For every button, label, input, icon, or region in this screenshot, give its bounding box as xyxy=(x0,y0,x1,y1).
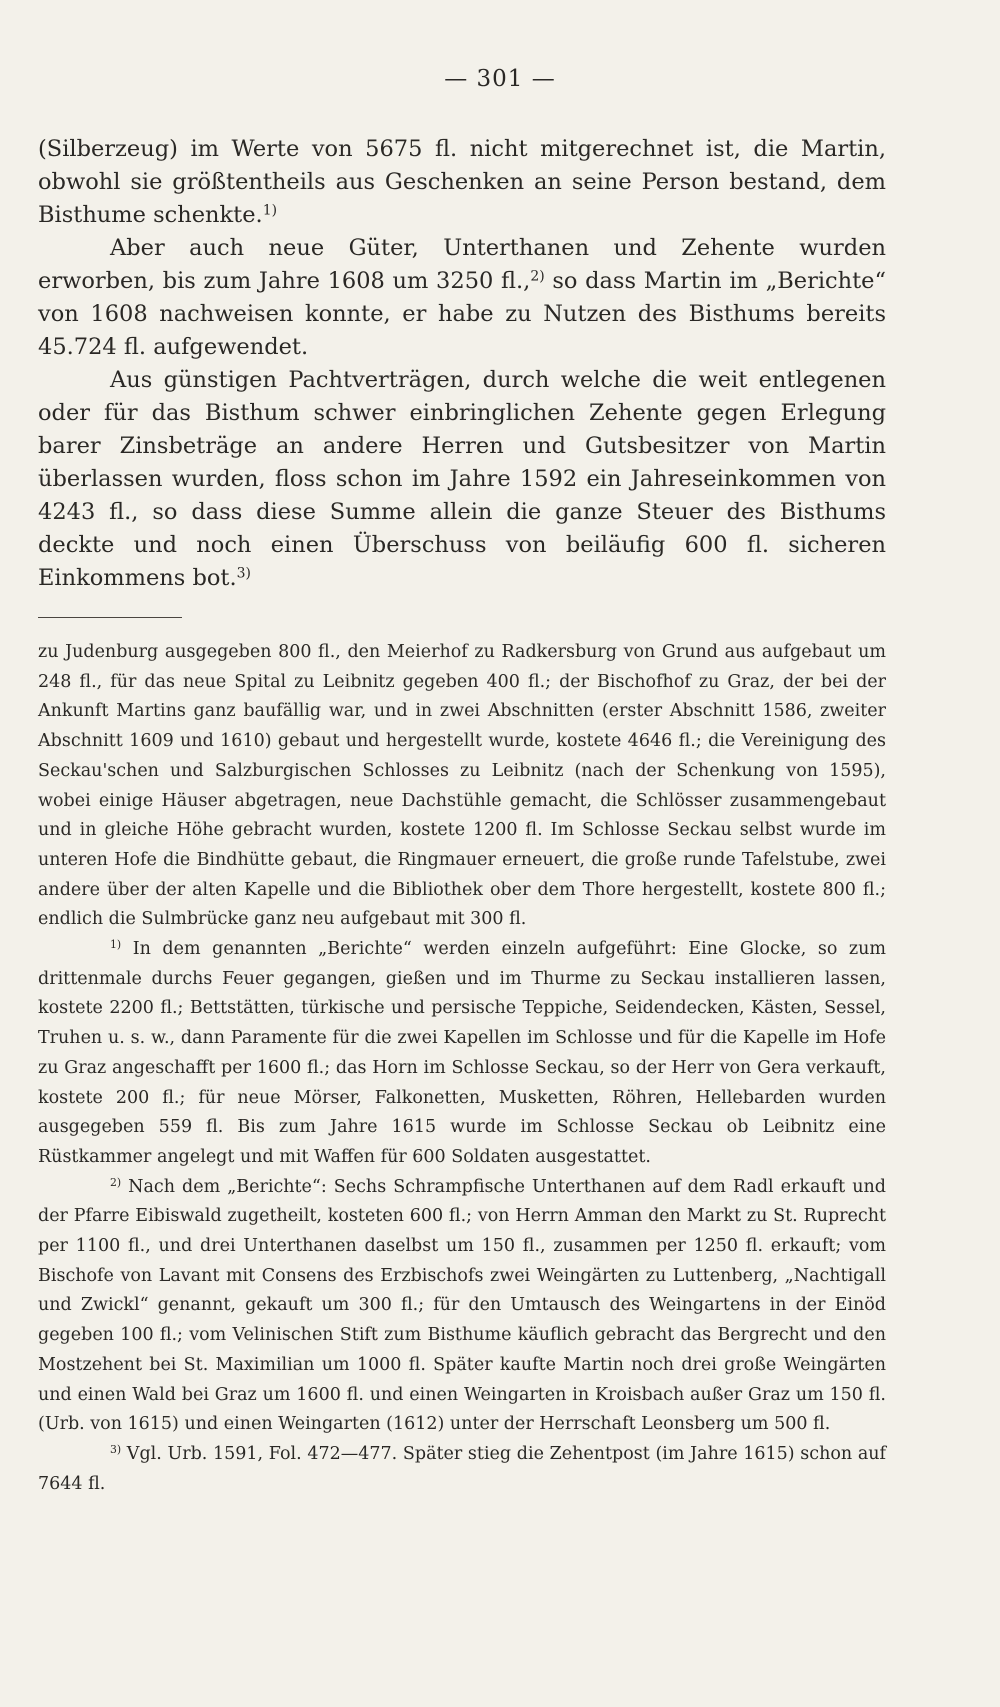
footnote-1-marker: 1) xyxy=(110,938,122,952)
paragraph-2-text-a: Aber auch neue Güter, Unterthanen und Zehente wurden erworben, bis zum Jahre 1608 um 3250 fl., xyxy=(38,235,886,294)
footnote-2 xyxy=(38,1173,886,1440)
footnote-2-text: Nach dem „Berichte“: Sechs Schrampfische Unterthanen auf dem Radl erkauft und der Pfarre Eibiswald zugetheilt, kosteten 600 fl.; von Herrn Amman den Markt zu St. Ruprecht per 1100 fl., und drei Unterthanen daselbst um 150 fl., zusammen per 1250 fl. erkauft; vom Bischofe von Lavant mit Consens des Erzbischofs zwei Weingärten zu Luttenberg, „Nachtigall und Zwickl“ genannt, gekauft um 300 fl.; für den Umtausch des Weingartens in der Einöd gegeben 100 fl.; vom Velinischen Stift zum Bisthume käuflich gebracht das Bergrecht und den Mostzehent bei St. Maximilian um 1000 fl. Später kaufte Martin noch drei große Weingärten und einen Wald bei Graz um 1600 fl. und einen Weingarten in Kroisbach außer Graz um 150 fl. (Urb. von 1615) und einen Weingarten (1612) unter der Herrschaft Leonsberg um 500 fl. xyxy=(38,1176,886,1435)
paragraph-1 xyxy=(38,133,886,232)
main-text xyxy=(38,133,886,595)
footnote-continuation: zu Judenburg ausgegeben 800 fl., den Meierhof zu Radkersburg von Grund aus aufgebaut um 248 fl., für das neue Spital zu Leibnitz gegeben 400 fl.; der Bischofhof zu Graz, der bei der Ankunft Martins ganz baufällig war, und in zwei Abschnitten (erster Abschnitt 1586, zweiter Abschnitt 1609 und 1610) gebaut und hergestellt wurde, kostete 4646 fl.; die Vereinigung des Seckau'schen und Salzburgischen Schlosses zu Leibnitz (nach der Schenkung von 1595), wobei einige Häuser abgetragen, neue Dachstühle gemacht, die Schlösser zusammengebaut und in gleiche Höhe gebracht wurden, kostete 1200 fl. Im Schlosse Seckau selbst wurde im unteren Hofe die Bindhütte gebaut, die Ringmauer erneuert, die große runde Tafelstube, zwei andere über der alten Kapelle und die Bibliothek ober dem Thore hergestellt, kostete 800 fl.; endlich die Sulmbrücke ganz neu aufgebaut mit 300 fl. xyxy=(38,642,886,930)
footnote-3 xyxy=(38,1440,886,1499)
paragraph-3 xyxy=(38,364,886,595)
paragraph-3-text: Aus günstigen Pachtverträgen, durch welche die weit entlegenen oder für das Bisthum schwer einbringlichen Zehente gegen Erlegung barer Zinsbeträge an andere Herren und Gutsbesitzer von Martin überlassen wurden, floss schon im Jahre 1592 ein Jahreseinkommen von 4243 fl., so dass diese Summe allein die ganze Steuer des Bisthums deckte und noch einen Überschuss von beiläufig 600 fl. sicheren Einkommens bot. xyxy=(38,367,886,591)
footnote-divider xyxy=(38,617,182,618)
paragraph-2 xyxy=(38,232,886,364)
paragraph-1-text: (Silberzeug) im Werte von 5675 fl. nicht mitgerechnet ist, die Martin, obwohl sie größtentheils aus Geschenken an seine Person bestand, dem Bisthume schenkte. xyxy=(38,136,886,228)
footnote-1-text: In dem genannten „Berichte“ werden einzeln aufgeführt: Eine Glocke, so zum drittenmale durchs Feuer gegangen, gießen und im Thurme zu Seckau installieren lassen, kostete 2200 fl.; Bettstätten, türkische und persische Teppiche, Seidendecken, Kästen, Sessel, Truhen u. s. w., dann Paramente für die zwei Kapellen im Schlosse und für die Kapelle im Hofe zu Graz angeschafft per 1600 fl.; das Horn im Schlosse Seckau, so der Herr von Gera verkauft, kostete 200 fl.; für neue Mörser, Falkonetten, Musketten, Röhren, Hellebarden wurden ausgegeben 559 fl. Bis zum Jahre 1615 wurde im Schlosse Seckau ob Leibnitz eine Rüstkammer angelegt und mit Waffen für 600 Soldaten ausgestattet. xyxy=(38,939,886,1167)
footnote-ref-1: 1) xyxy=(262,202,278,219)
paragraph-2-text-b: so dass Martin im „Berichte“ von 1608 nachweisen konnte, er habe zu Nutzen des Bisthums bereits 45.724 fl. aufgewendet. xyxy=(38,268,886,360)
footnote-3-text: Vgl. Urb. 1591, Fol. 472—477. Später stieg die Zehentpost (im Jahre 1615) schon auf 7644 fl. xyxy=(38,1443,886,1494)
footnote-1 xyxy=(38,935,886,1173)
footnotes xyxy=(38,638,886,1499)
footnote-ref-3: 3) xyxy=(236,565,251,582)
page-number: — 301 — xyxy=(444,66,556,92)
footnote-ref-2: 2) xyxy=(530,268,545,285)
footnote-2-marker: 2) xyxy=(110,1175,122,1189)
footnote-3-marker: 3) xyxy=(110,1443,122,1457)
